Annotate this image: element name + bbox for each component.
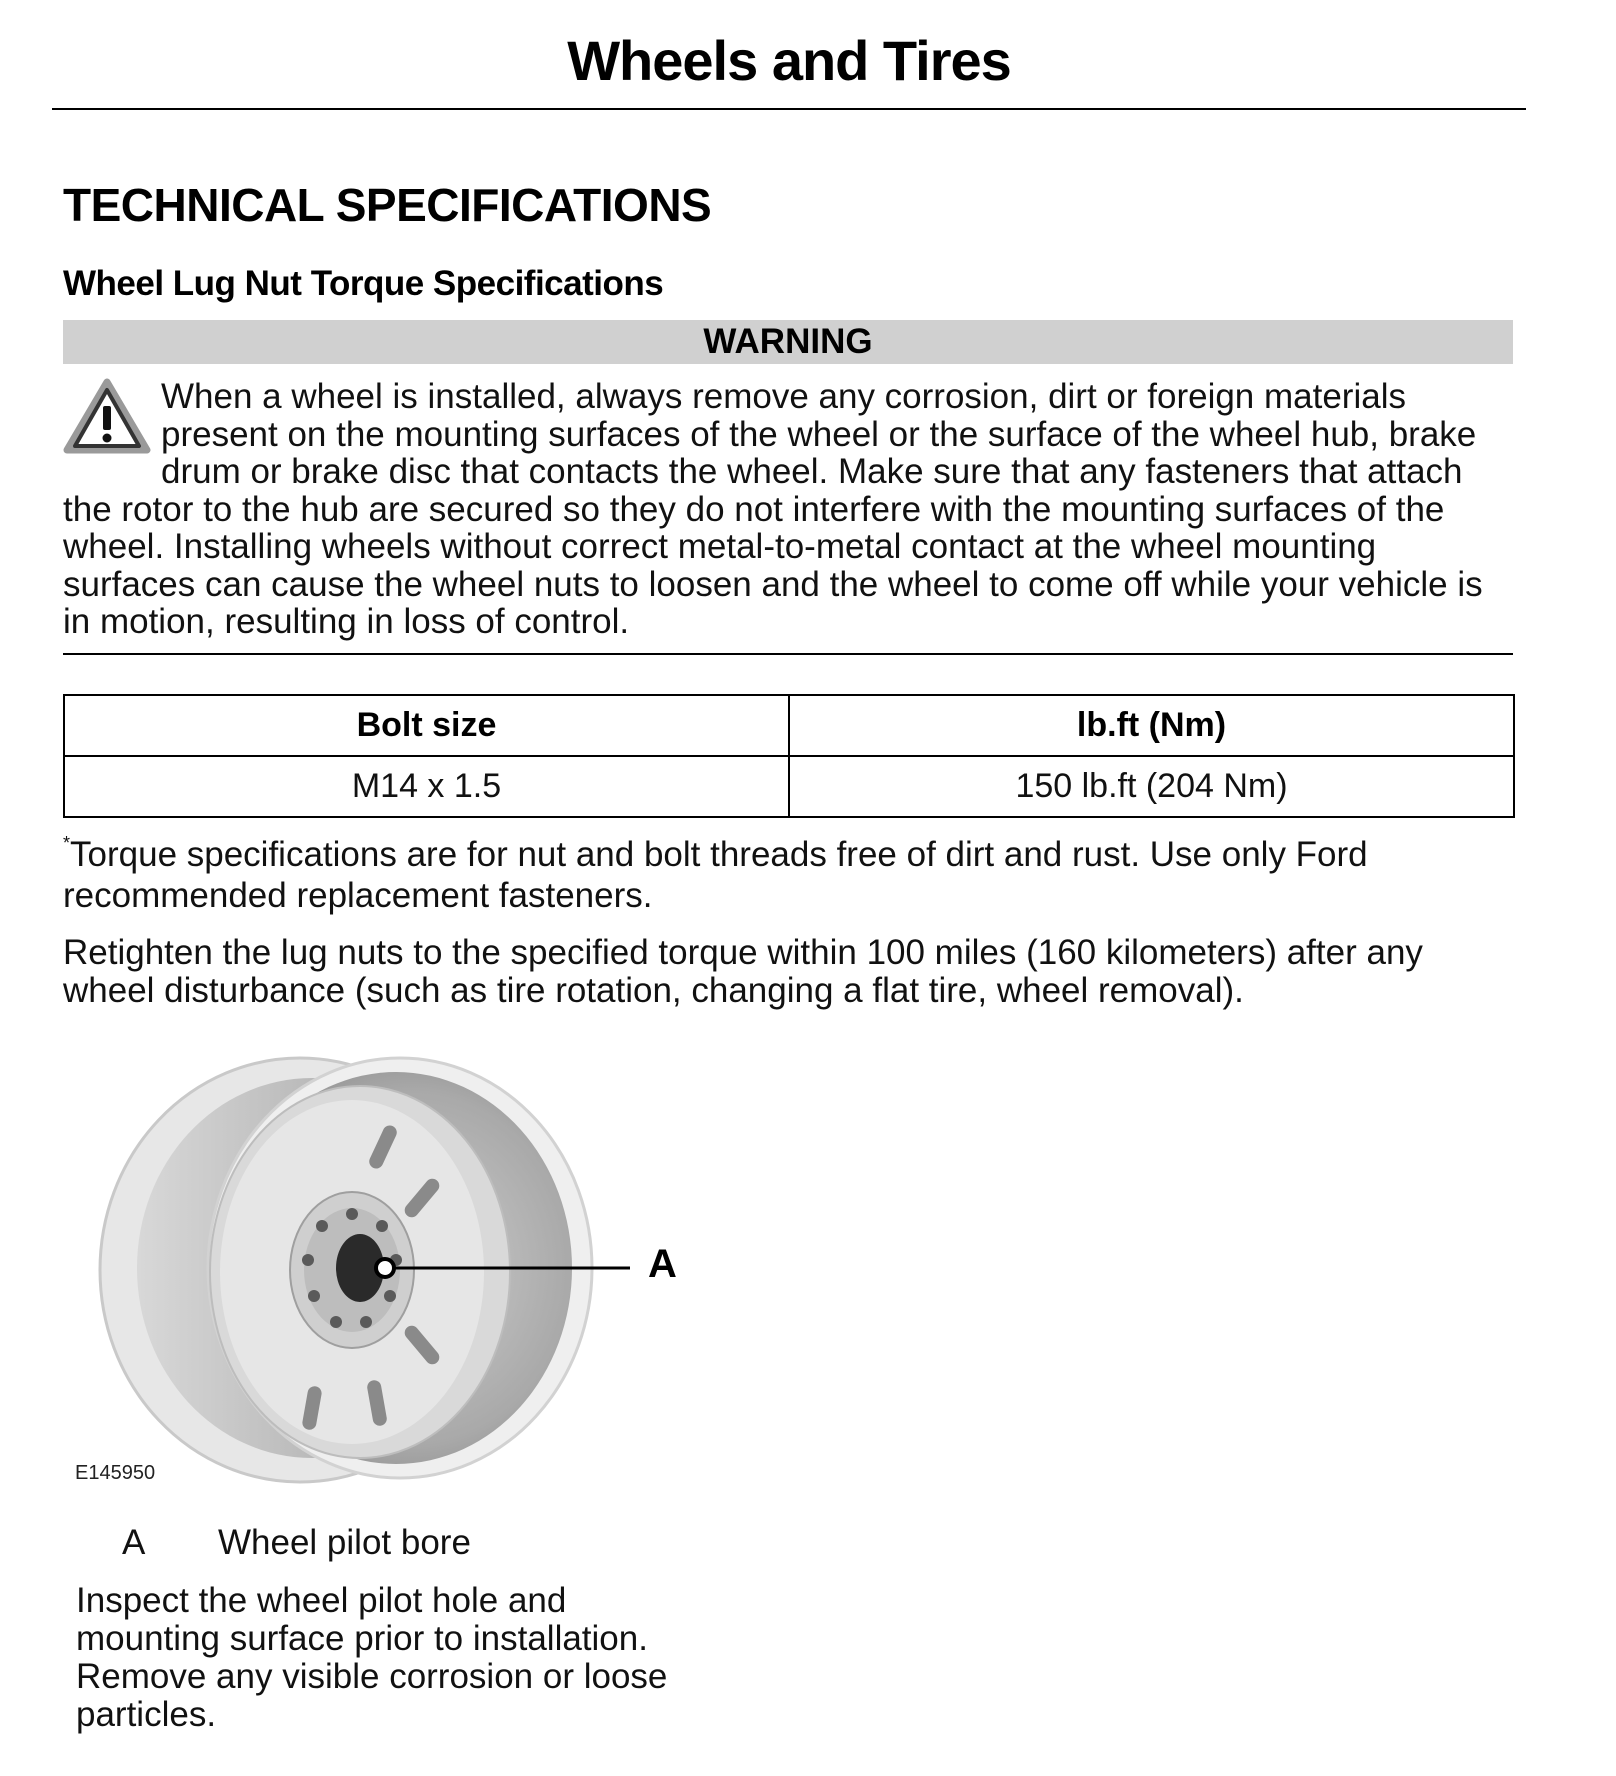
section-subtitle: Wheel Lug Nut Torque Specifications [63,264,664,303]
torque-spec-table [63,694,1515,818]
table-header-row [64,695,1514,756]
legend-key: A [122,1523,146,1562]
column-header-torque: lb.ft (Nm) [789,695,1514,756]
callout-label-a: A [648,1242,677,1286]
section-title: TECHNICAL SPECIFICATIONS [63,179,712,231]
footnote-marker: * [63,833,71,853]
warning-triangle-icon [63,378,151,456]
page-title: Wheels and Tires [567,29,1011,92]
inspect-paragraph: Inspect the wheel pilot hole and mounting surface prior to installation. Remove any visible corrosion or loose particles. [76,1581,668,1734]
table-row [64,756,1514,817]
warning-label: WARNING [63,320,1513,364]
torque-footnote [63,834,1523,916]
footnote-text: Torque specifications are for nut and bolt threads free of dirt and rust. Use only Ford recommended replacement fasteners. [63,835,1368,915]
warning-text: When a wheel is installed, always remove any corrosion, dirt or foreign materials present on the mounting surfaces of the wheel or the surface of the wheel hub, brake drum or brake disc that contacts the wheel. Make sure that any fasteners that attach the rotor to the hub are secured so they do not interfere with the mounting surfaces of the wheel. Installing wheels without correct metal-to-metal contact at the wheel mounting surfaces can cause the wheel nuts to loosen and the wheel to come off while your vehicle is in motion, resulting in loss of control. [63,377,1483,641]
warning-box [63,320,1513,655]
retighten-paragraph: Retighten the lug nuts to the specified torque within 100 miles (160 kilometers) after any wheel disturbance (such as tire rotation, changing a flat tire, wheel removal). [63,933,1423,1010]
figure-legend [122,1523,471,1563]
figure-id: E145950 [75,1462,156,1484]
column-header-bolt-size: Bolt size [64,695,789,756]
table-cell-bolt-size: M14 x 1.5 [64,756,789,817]
page-header [52,22,1526,110]
legend-label: Wheel pilot bore [218,1523,471,1562]
table-cell-torque: 150 lb.ft (204 Nm) [789,756,1514,817]
